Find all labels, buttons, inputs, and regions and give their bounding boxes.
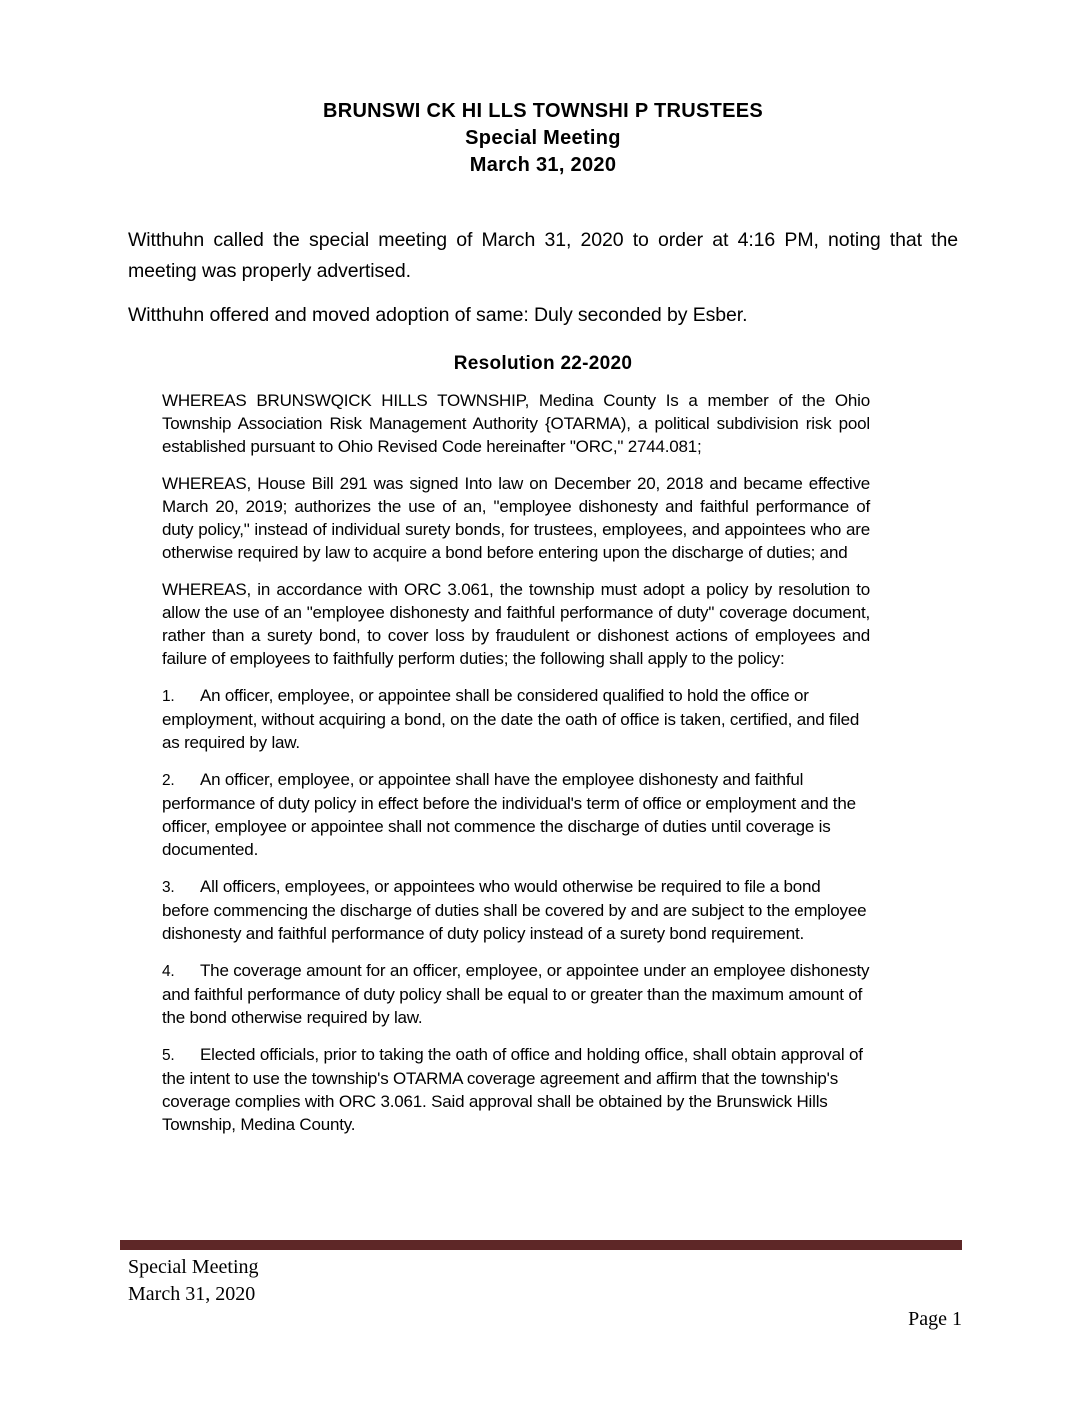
document-title-line-1: BRUNSWI CK HI LLS TOWNSHI P TRUSTEES (322, 100, 764, 122)
item-5-number: 5. (162, 1047, 175, 1064)
resolution-item-1 (162, 684, 870, 754)
footer-meeting-date: March 31, 2020 (128, 1283, 256, 1305)
resolution-item-4 (162, 959, 870, 1029)
document-title-line-2: Special Meeting (465, 127, 621, 149)
item-2-number: 2. (162, 772, 175, 789)
footer-page-number: Page 1 (908, 1308, 962, 1330)
footer-meeting-label: Special Meeting (128, 1256, 259, 1278)
item-1-number: 1. (162, 688, 175, 705)
intro-paragraph-2: Witthuhn offered and moved adoption of same: Duly seconded by Esber. (128, 304, 748, 326)
intro-paragraph-1: Witthuhn called the special meeting of March 31, 2020 to order at 4:16 PM, noting that the meeting was properly advertised. (128, 229, 958, 282)
item-4-number: 4. (162, 963, 175, 980)
item-4-text: The coverage amount for an officer, employee, or appointee under an employee dishonesty and faithful performance of duty policy shall be equal to or greater than the maximum amount of the bond otherwise required by law. (162, 961, 870, 1027)
item-1-text: An officer, employee, or appointee shall be considered qualified to hold the office or employment, without acquiring a bond, on the date the oath of office is taken, certified, and filed as required by law. (162, 686, 860, 752)
item-3-number: 3. (162, 879, 175, 896)
item-3-text: All officers, employees, or appointees who would otherwise be required to file a bond before commencing the discharge of duties shall be covered by and are subject to the employee dishonesty and faithful performance of duty policy instead of a surety bond requirement. (162, 877, 867, 943)
resolution-item-3 (162, 875, 870, 945)
whereas-clause-1: WHEREAS BRUNSWQICK HILLS TOWNSHIP, Medina County Is a member of the Ohio Township Association Risk Management Authority {OTARMA), a political subdivision risk pool established pursuant to Ohio Revised Code hereinafter "ORC," 2744.081; (162, 391, 870, 456)
whereas-clause-3: WHEREAS, in accordance with ORC 3.061, the township must adopt a policy by resolution to allow the use of an "employee dishonesty and faithful performance of duty" coverage document, rather than a surety bond, to cover loss by fraudulent or dishonest actions of employees and failure of employees to faithfully perform duties; the following shall apply to the policy: (162, 580, 870, 668)
document-title-block (128, 98, 958, 179)
item-5-text: Elected officials, prior to taking the oath of office and holding office, shall obtain approval of the intent to use the township's OTARMA coverage agreement and affirm that the township's coverage complies with ORC 3.061. Said approval shall be obtained by the Brunswick Hills Township, Medina County. (162, 1045, 863, 1134)
footer-divider-rule (120, 1240, 962, 1250)
resolution-body (162, 389, 870, 1136)
page-footer (120, 1240, 962, 1331)
resolution-item-5 (162, 1043, 870, 1136)
resolution-item-2 (162, 768, 870, 861)
item-2-text: An officer, employee, or appointee shall have the employee dishonesty and faithful performance of duty policy in effect before the individual's term of office or employment and the officer, employee or appointee shall not commence the discharge of duties until coverage is documented. (162, 770, 856, 859)
whereas-clause-2: WHEREAS, House Bill 291 was signed Into law on December 20, 2018 and became effective March 20, 2019; authorizes the use of an, "employee dishonesty and faithful performance of duty policy," instead of individual surety bonds, for trustees, employees, and appointees who are otherwise required by law to acquire a bond before entering upon the discharge of duties; and (162, 474, 870, 562)
resolution-heading: Resolution 22-2020 (453, 353, 633, 374)
document-title-line-3: March 31, 2020 (469, 154, 617, 176)
document-content (128, 98, 958, 1136)
